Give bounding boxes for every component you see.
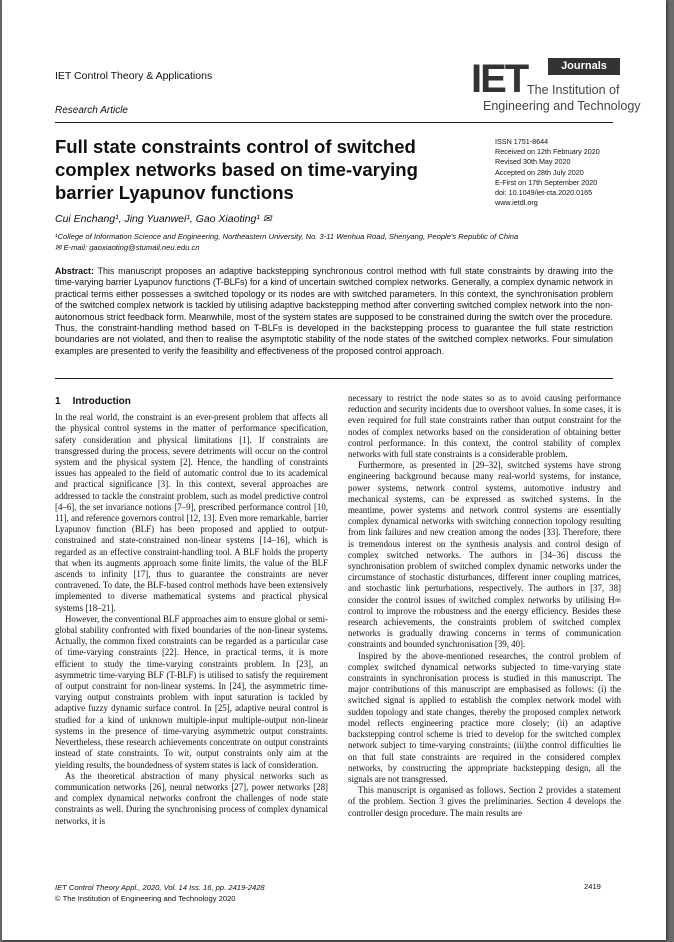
affiliation: ¹College of Information Science and Engineering, Northeastern University, No. 3-11 Wenhua Road, Shenyang, People's Republic of China: [55, 232, 519, 241]
corresponding-email[interactable]: ✉ E-mail: gaoxiaoting@stumail.neu.edu.cn: [55, 243, 200, 252]
authors: Cui Enchang¹, Jing Yuanwei¹, Gao Xiaoting¹ ✉: [55, 213, 272, 225]
meta-revised: Revised 30th May 2020: [495, 157, 571, 167]
paragraph: In the real world, the constraint is an ever-present problem that affects all the physical control systems in the matter of performance specification, safety consideration and physical limitations [1]. If constraints are transgressed during the process, severe detriments will occur on the control system and the physical system [2]. Hence, the handling of constraints issues has appealed to the field of automatic control due to its academical and practical significance [3]. In this context, several approaches are addressed to tackle the constraint problem, such as model predictive control [4–6], the set invariance notions [7–9], prescribed performance control [10, 11], and reference governors control [12, 13]. Even more remarkable, barrier Lyapunov function (BLF) has been proposed and applied to output-constrained and state-constrained non-linear systems [14–16], which is regarded as an effective constraint-handling tool. A BLF holds the property that when its augments approach some finite limits, the value of the BLF ascends to infinity [17], thus to guarantee the constraints are never contravened. To date, the BLF-based control methods have been extensively implemented to diverse mathematical systems and practical physical systems [18–21].: [55, 412, 328, 613]
meta-received: Received on 12th February 2020: [495, 147, 600, 157]
paragraph: However, the conventional BLF approaches aim to ensure global or semi-global stability confronted with fixed boundaries of the non-linear systems. Actually, the common fixed constraints can be regarded as a particular case of time-varying constraints [22]. Hence, in practical terms, it is more efficient to study the time-varying constraints problem. In [23], an asymmetric time-varying BLF (T-BLF) is utilised to satisfy the requirement of output constraint for non-linear systems. In [24], the asymmetric time-varying output constraints problem with input saturation is tackled by adaptive fuzzy dynamic surface control. In [25], adaptive neural control is studied for a kind of unknown multiple-input multiple-output non-linear systems in the presence of time-varying asymmetric output constraints. Nevertheless, these research achievements concentrate on output constraints instead of state constraints. To wit, output constraints only aim at the yielding results, the boundedness of system states is lack of consideration.: [55, 613, 328, 770]
section-title: Introduction: [72, 396, 131, 407]
header-rule: [55, 122, 613, 123]
abstract-rule: [55, 378, 613, 379]
article-type: Research Article: [55, 105, 128, 116]
meta-efirst: E-First on 17th September 2020: [495, 177, 598, 187]
iet-logo: [471, 58, 641, 118]
journal-name: IET Control Theory & Applications: [55, 70, 213, 82]
paragraph: necessary to restrict the node states so as to avoid causing performance reduction and security incidents due to overshoot values. In some cases, it is even required for full state constraints rather than output constraint for the nodes of complex networks based on the consideration of obtaining better control performance. In this context, the control stability of complex networks with full state constraints is a considerable problem.: [348, 393, 621, 460]
paragraph: Furthermore, as presented in [29–32], switched systems have strong engineering background because many real-world systems, for instance, power systems, network control systems, automotive industry and mechanical systems, can be expressed as switched systems. In the meantime, power systems and network control systems are essentially complex dynamical networks with switching connection topology resulting from link failures and new creation among the nodes [33]. Therefore, there is tremendous interest on the synthesis analysis and control design of complex switched networks. The authors in [34–36] discuss the synchronisation problem of switched complex dynamic networks under the circumstance of stochastic disturbances, different inner coupling matrices, and stochastic link perturbations, respectively. The authors in [37, 38] consider the control issues of switched complex networks by utilising H∞ control to improve the robustness and the energy efficiency. Besides these research achievements, the constraints problem of switched complex networks is gradually drawing concerns in terms of communication constraints and bounded synchronisation [39, 40].: [348, 460, 621, 650]
section-heading: [55, 396, 328, 407]
section-number: 1: [55, 396, 61, 407]
publication-meta: [495, 137, 625, 208]
title-line: Full state constraints control of switched: [55, 136, 416, 157]
abstract-label: Abstract:: [55, 266, 94, 276]
footer-copyright: © The Institution of Engineering and Technology 2020: [55, 894, 236, 903]
paragraph: Inspired by the above-mentioned researches, the control problem of complex switched dynamical networks subjected to time-varying state constraints in synchronisation process is studied in this manuscript. The major contributions of this manuscript are emphasised as follows: (i) the switched signal is applied to establish the complex network model with sudden topology and state changes, thereby the proposed complex network model reflects engineering practice more closely; (ii) an adaptive backstepping control scheme is tried to develop for the switched complex network subject to time-varying constraints; (iii)the control difficulties lie on that full state constraints are required in the considered complex networks, by constructing the appropriate backstepping design, all the signals are not transgressed.: [348, 650, 621, 784]
svg-text:IET: IET: [471, 58, 528, 96]
meta-issn: ISSN 1751-8644: [495, 137, 549, 146]
title-line: complex networks based on time-varying: [55, 159, 418, 180]
footer-citation: IET Control Theory Appl., 2020, Vol. 14 Iss. 16, pp. 2419-2428: [55, 883, 265, 892]
paragraph: As the theoretical abstraction of many physical networks such as communication networks [26], neural networks [27], power networks [28] and complex dynamical networks confront the challenges of node state constraints as well. During the synchronising process of complex dynamical networks, it is: [55, 770, 328, 826]
abstract: [55, 266, 613, 357]
logo-institution-line2: Engineering and Technology: [483, 99, 641, 113]
logo-institution-line1: The Institution of: [527, 83, 620, 97]
paper-page: [2, 0, 666, 940]
body-column-left: [55, 396, 328, 827]
body-column-right: [348, 393, 621, 819]
abstract-text: This manuscript proposes an adaptive backstepping synchronous control method with full state constraints by drawing into the time-varying barrier Lyapunov functions (T-BLFs) for a kind of uncertain switched complex networks. Generally, a complex dynamic network in practical terms either possesses a switched topology or its nodes are with switched parameters. In this context, the synchronisation problem of the switched complex network is tackled by utilising adaptive backstepping method after converting switched complex network into the non-autonomous strict feedback form. Meanwhile, most of the system states are supposed to be constrained during the switch over the procedure. Thus, the constraint-handling method based on T-BLFs is developed in the backstepping process to guarantee the full state restriction boundaries are not violated, and then to realise the asymptotic stability of the node states of the switched complex networks. Four simulation examples are presented to verify the feasibility and effectiveness of the proposed control approach.: [55, 266, 613, 356]
paper-title: [55, 135, 465, 204]
title-line: barrier Lyapunov functions: [55, 182, 294, 203]
meta-doi[interactable]: doi: 10.1049/iet-cta.2020.0165: [495, 188, 593, 198]
meta-website[interactable]: www.ietdl.org: [495, 198, 538, 208]
iet-logo-mark: [471, 58, 535, 96]
paragraph: This manuscript is organised as follows. Section 2 provides a statement of the problem. Section 3 gives the preliminaries. Section 4 develops the controller design procedure. The main results are: [348, 785, 621, 818]
meta-accepted: Accepted on 28th July 2020: [495, 167, 584, 177]
logo-journals-label: Journals: [548, 58, 620, 75]
footer-citation-block: [55, 882, 265, 904]
page-number: 2419: [584, 882, 601, 891]
